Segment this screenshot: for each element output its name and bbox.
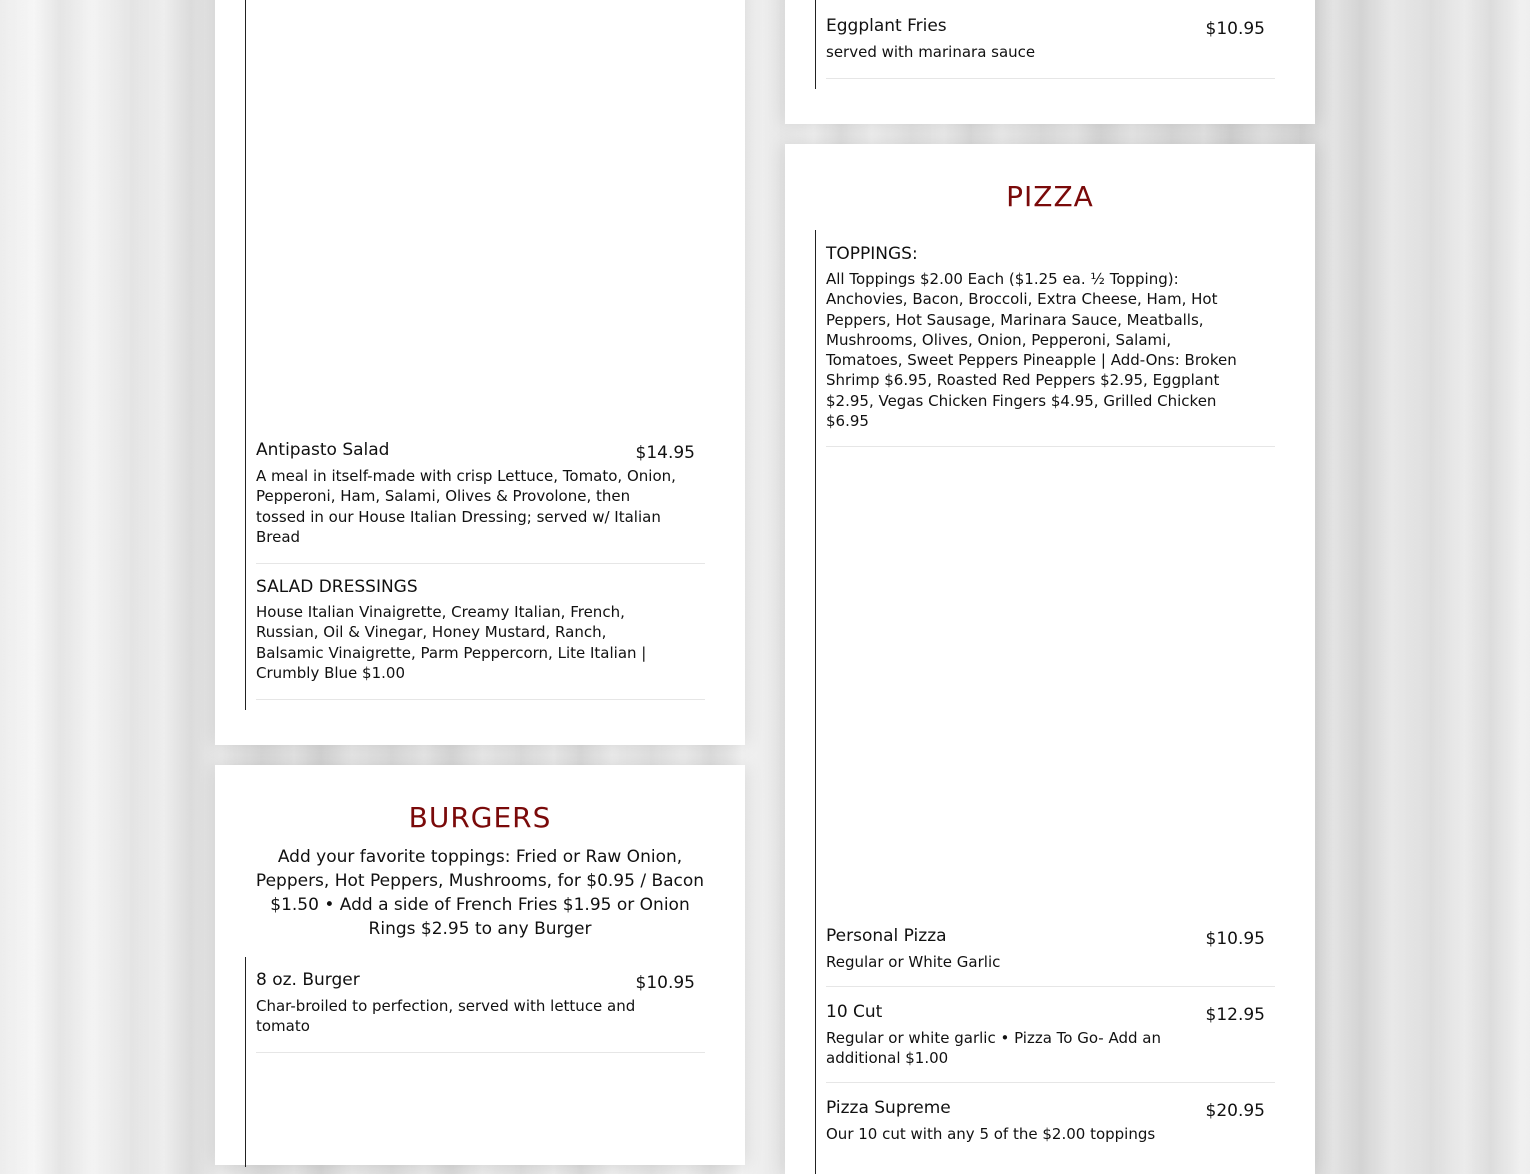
menu-item-antipasto-salad [256, 440, 705, 564]
item-price: $12.95 [1205, 1005, 1265, 1025]
menu-item-pizza-supreme [826, 1098, 1275, 1158]
item-price: $20.95 [1205, 1101, 1265, 1121]
item-name: Eggplant Fries [826, 16, 947, 36]
burgers-toppings-note: Add your favorite toppings: Fried or Raw Onion, Peppers, Hot Peppers, Mushrooms, for $0.95 / Bacon $1.50 • Add a side of French Fries $1.95 or Onion Rings $2.95 to any Burger [255, 847, 705, 939]
menu-item-salad-dressings [256, 577, 705, 700]
item-name: Personal Pizza [826, 926, 947, 946]
item-name: Pizza Supreme [826, 1098, 951, 1118]
item-name: Antipasto Salad [256, 440, 390, 460]
appetizers-card [785, 0, 1315, 124]
item-name: 10 Cut [826, 1002, 883, 1022]
menu-item-10-cut [826, 1002, 1275, 1083]
section-title-burgers: BURGERS [408, 801, 552, 834]
item-description: Char-broiled to perfection, served with lettuce and tomato [256, 997, 636, 1036]
item-description: House Italian Vinaigrette, Creamy Italian, French, Russian, Oil & Vinegar, Honey Mustard, Ranch, Balsamic Vinaigrette, Parm Peppercorn, Lite Italian | Crumbly Blue $1.00 [256, 603, 647, 682]
item-name: TOPPINGS: [826, 244, 918, 264]
item-price: $14.95 [635, 443, 695, 463]
pizza-rule [815, 230, 816, 1174]
section-title-pizza: PIZZA [1006, 180, 1094, 213]
burgers-card [215, 765, 745, 1165]
item-description: A meal in itself-made with crisp Lettuce, Tomato, Onion, Pepperoni, Ham, Salami, Olives & Provolone, then tossed in our House Italian Dressing; served w/ Italian Bread [256, 467, 676, 546]
item-price: $10.95 [1205, 929, 1265, 949]
item-price: $10.95 [635, 973, 695, 993]
item-description: Regular or white garlic • Pizza To Go- Add an additional $1.00 [826, 1029, 1161, 1068]
appetizers-rule [815, 0, 816, 89]
burgers-rule [245, 957, 246, 1167]
pizza-card [785, 144, 1315, 1174]
salads-rule [245, 0, 246, 710]
item-description: All Toppings $2.00 Each ($1.25 ea. ½ Topping): Anchovies, Bacon, Broccoli, Extra Cheese, Ham, Hot Peppers, Hot Sausage, Marinara Sauce, Meatballs, Mushrooms, Olives, Onion, Pepperoni, Salami, Tomatoes, Sweet Peppers Pineapple | Add-Ons: Broken Shrimp $6.95, Roasted Red Peppers $2.95, Eggplant $2.95, Vegas Chicken Fingers $4.95, Grilled Chicken $6.95 [826, 270, 1237, 431]
menu-item-8oz-burger [256, 970, 705, 1053]
item-description: Our 10 cut with any 5 of the $2.00 toppings [826, 1125, 1156, 1143]
item-price: $10.95 [1205, 19, 1265, 39]
item-name: SALAD DRESSINGS [256, 577, 418, 597]
menu-item-personal-pizza [826, 926, 1275, 987]
menu-item-toppings [826, 244, 1275, 447]
item-description: Regular or White Garlic [826, 953, 1001, 971]
item-description: served with marinara sauce [826, 43, 1036, 61]
salads-card [215, 0, 745, 745]
item-name: 8 oz. Burger [256, 970, 360, 990]
menu-item-eggplant-fries [826, 16, 1275, 79]
